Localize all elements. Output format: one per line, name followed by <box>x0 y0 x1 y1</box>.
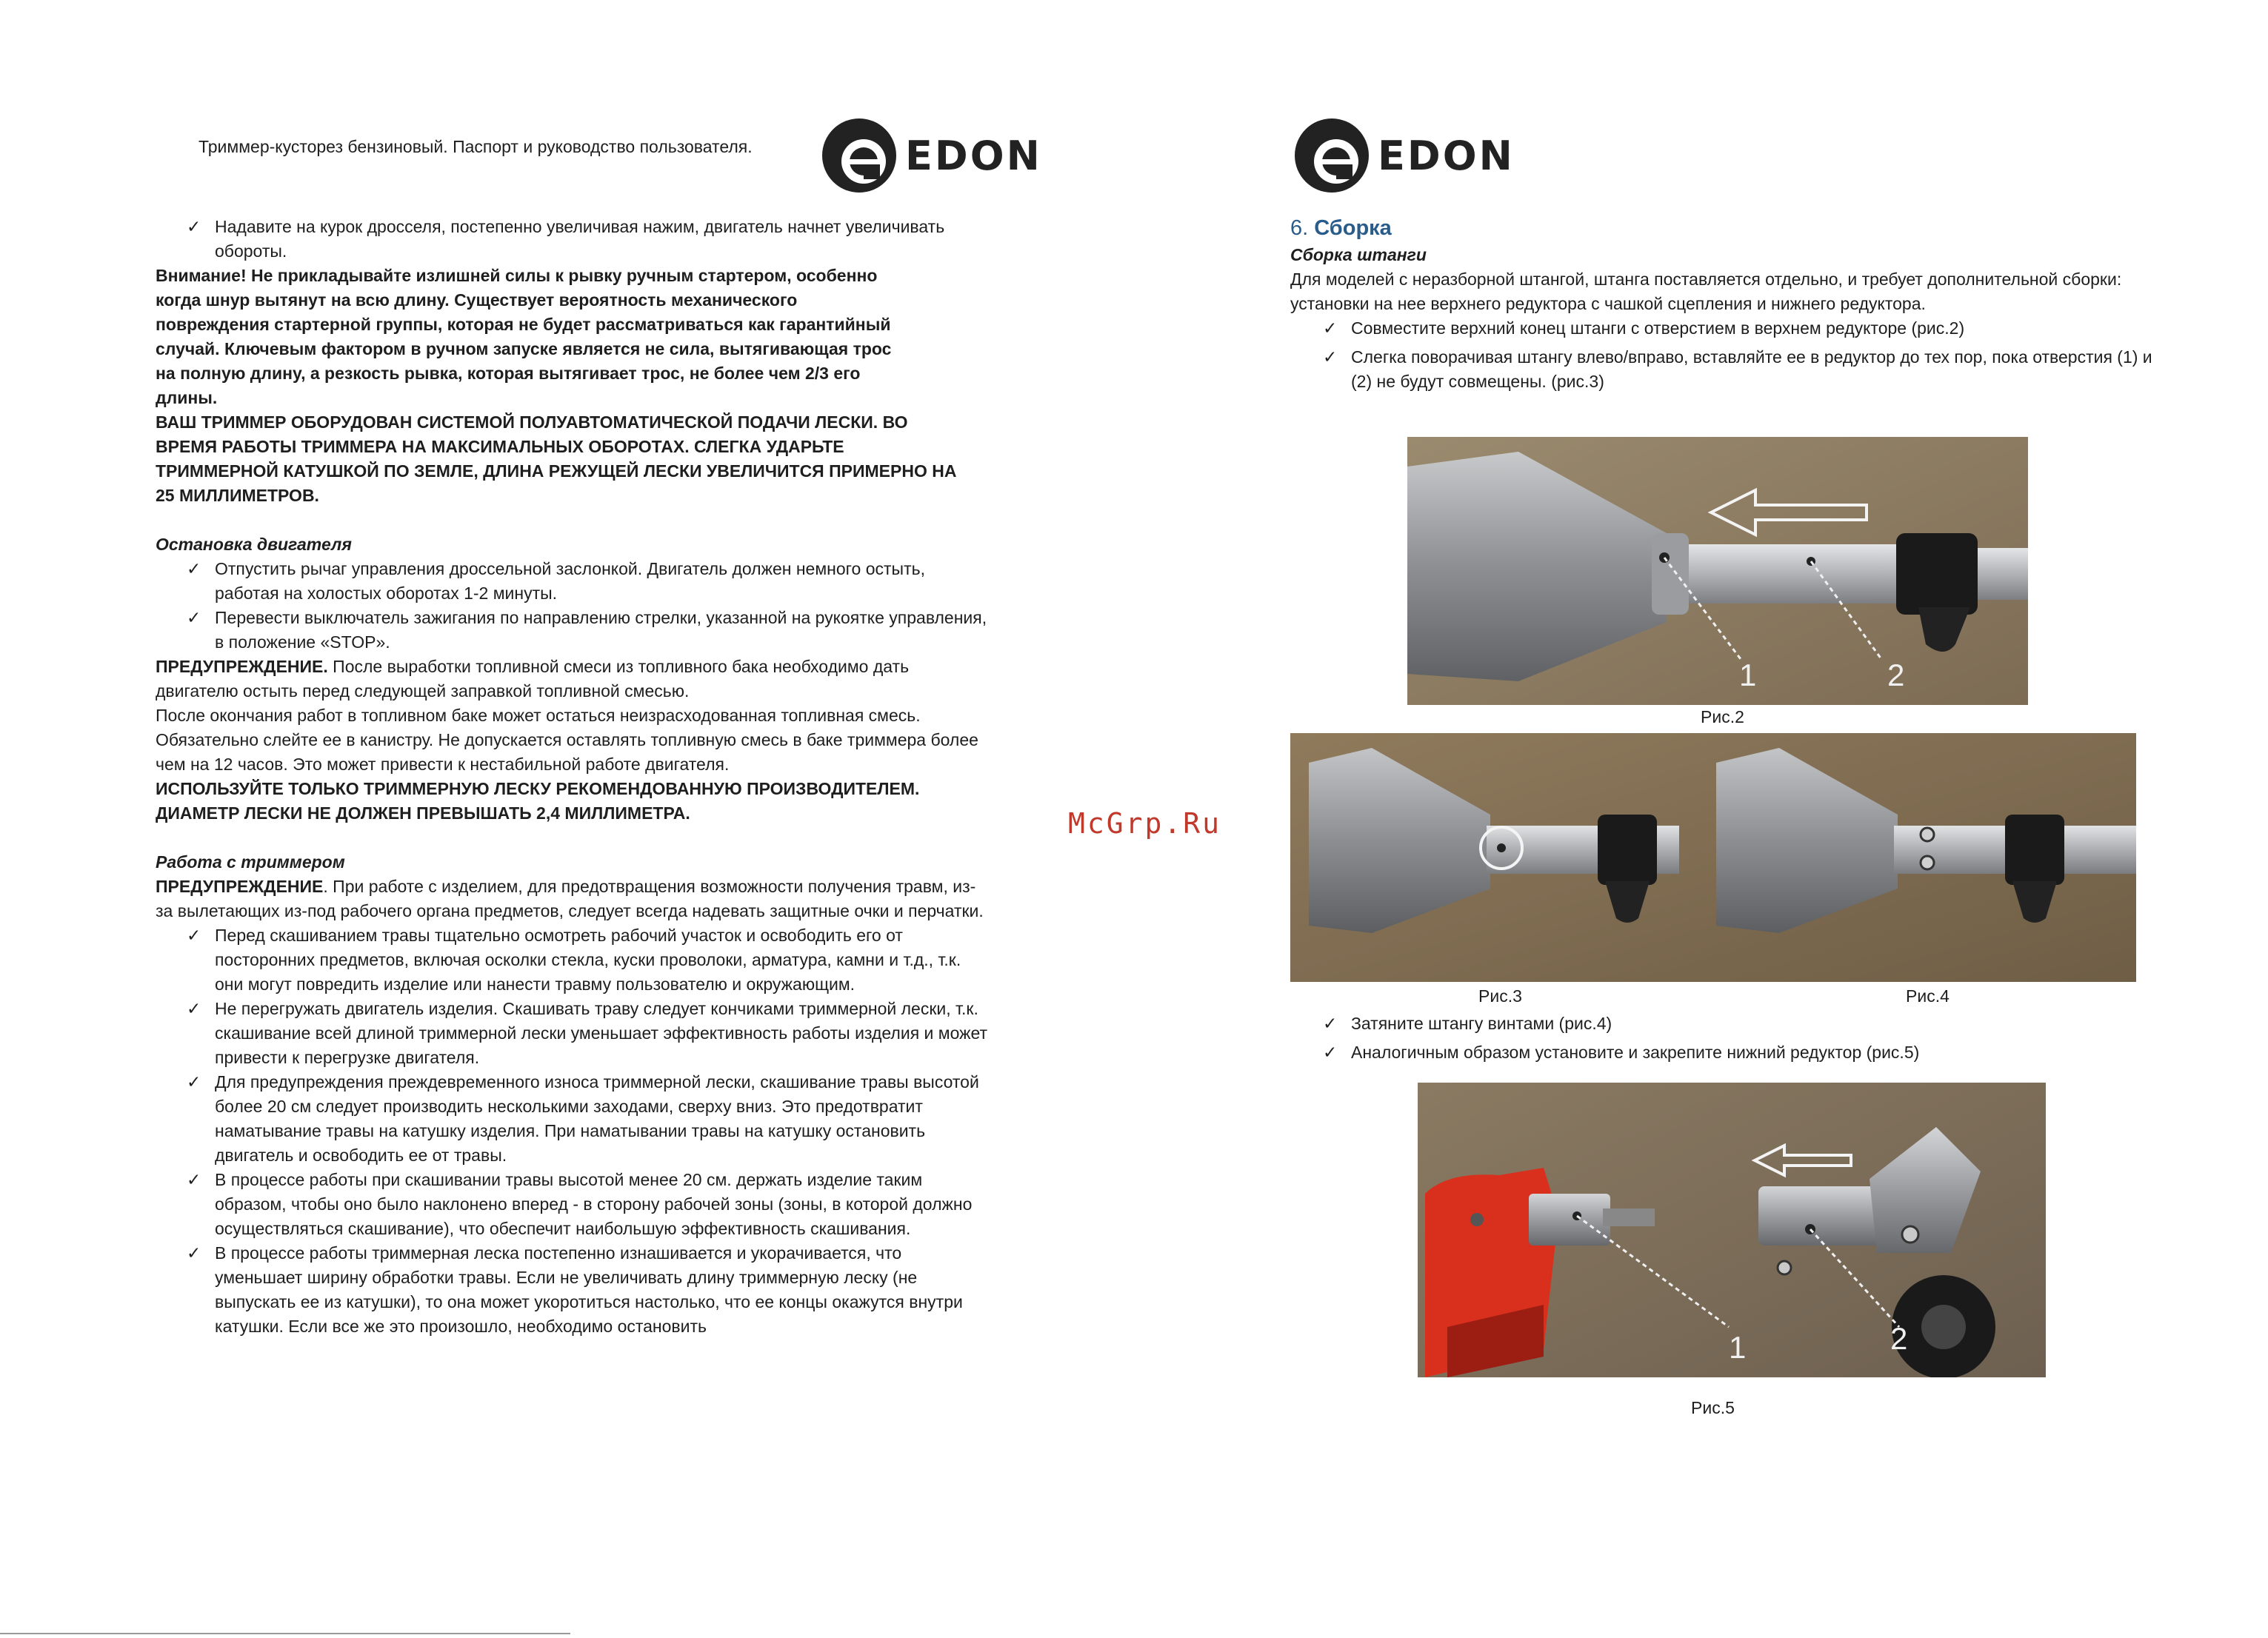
work-item-text: Для предупреждения преждевременного износа триммерной лески, скашивание травы высотой более 20 см следует производить несколькими заходами, сверху вниз. Это предотвратит наматывание травы на катушку изделия. При наматывании травы на катушку остановить двигатель и освободить ее от травы. <box>215 1072 979 1165</box>
work-item-text: Не перегружать двигатель изделия. Скашивать траву следует кончиками триммерной лески, т.к. скашивание всей длиной триммерной лески уменьшает эффективность работы изделия и может привести к перегрузке двигателя. <box>215 999 988 1067</box>
work-item-text: В процессе работы триммерная леска постепенно изнашивается и укорачивается, что уменьшает ширину обработки травы. Если не увеличивать длину триммерную леску (не выпускать ее из катушки), то она может укоротиться настолько, что ее концы окажутся внутри катушки. Если все же это произошло, необходимо остановить <box>215 1243 963 1336</box>
check-icon: ✓ <box>187 559 201 578</box>
work-heading: Работа с триммером <box>156 852 345 872</box>
fuel-text: После окончания работ в топливном баке может остаться неизрасходованная топливная смесь. Обязательно слейте ее в канистру. Не допускается оставлять топливную смесь в баке триммера более чем на 12 часов. Это может привести к нестабильной работе двигателя. <box>156 706 978 774</box>
check-icon: ✓ <box>1323 1043 1338 1062</box>
warning-label: ПРЕДУПРЕЖДЕНИЕ <box>156 877 324 896</box>
check-icon: ✓ <box>187 1243 201 1263</box>
safety-warning <box>156 875 990 923</box>
stop-item-text: Отпустить рычаг управления дроссельной заслонкой. Двигатель должен немного остыть, работая на холостых оборотах 1-2 минуты. <box>215 559 925 603</box>
assembly-step-text: Аналогичным образом установите и закрепите нижний редуктор (рис.5) <box>1351 1043 1920 1062</box>
list-item <box>187 923 990 997</box>
warning-label: ПРЕДУПРЕЖДЕНИЕ. <box>156 657 328 676</box>
list-item <box>187 606 990 655</box>
right-list-b <box>1290 1012 2164 1065</box>
check-icon: ✓ <box>187 926 201 945</box>
list-item <box>187 215 990 264</box>
check-icon: ✓ <box>1323 347 1338 367</box>
list-item <box>187 997 990 1070</box>
section-heading <box>1290 213 2164 243</box>
check-icon: ✓ <box>187 1170 201 1189</box>
edon-logo-word: EDON <box>905 132 1042 179</box>
list-item <box>1323 316 2164 341</box>
work-item-text: В процессе работы при скашивании травы высотой менее 20 см. держать изделие таким образом, чтобы оно было наклонено вперед - в сторону рабочей зоны (зоны, в которой должно осуществляться скашивание), что обеспечит наибольшую эффективность скашивания. <box>215 1170 973 1238</box>
figure-2-photo <box>1407 437 2028 705</box>
list-item <box>1323 345 2164 394</box>
figure-4-caption: Рис.4 <box>1906 986 1950 1006</box>
edon-logo-word: EDON <box>1378 132 1515 179</box>
header-subtitle: Триммер-кусторез бензиновый. Паспорт и руководство пользователя. <box>199 137 753 156</box>
list-item <box>187 1168 990 1241</box>
line-diameter-notice: ИСПОЛЬЗУЙТЕ ТОЛЬКО ТРИММЕРНУЮ ЛЕСКУ РЕКОМЕНДОВАННУЮ ПРОИЗВОДИТЕЛЕМ. ДИАМЕТР ЛЕСКИ НЕ ДОЛЖЕН ПРЕВЫШАТЬ 2,4 МИЛЛИМЕТРА. <box>156 779 920 823</box>
callout-2: 2 <box>1887 658 1905 692</box>
starter-warning: Внимание! Не прикладывайте излишней силы к рывку ручным стартером, особенно когда шнур вытянут на всю длину. Существует вероятность механического повреждения стартерной группы, которая не будет рассматриваться как гарантийный случай. Ключевым фактором в ручном запуске является не сила, вытягивающая трос на полную длину, а резкость рывка, которая вытягивает трос, не более чем 2/3 его длины. <box>156 266 892 407</box>
sub-heading: Сборка штанги <box>1290 245 1427 264</box>
assembly-step-text: Слегка поворачивая штангу влево/вправо, вставляйте ее в редуктор до тех пор, пока отверстия (1) и (2) не будут совмещены. (рис.3) <box>1351 347 2152 391</box>
callout-1: 1 <box>1729 1330 1747 1365</box>
check-icon: ✓ <box>187 999 201 1018</box>
fuel-warning <box>156 655 990 703</box>
assembly-step-text: Затяните штангу винтами (рис.4) <box>1351 1014 1612 1033</box>
figure-5-photo <box>1418 1083 2046 1377</box>
callout-2: 2 <box>1890 1321 1908 1356</box>
list-item <box>1323 1012 2164 1036</box>
list-item <box>1323 1040 2164 1065</box>
check-icon: ✓ <box>1323 1014 1338 1033</box>
bottom-rule <box>0 1633 570 1634</box>
watermark: McGrp.Ru <box>1068 807 1222 840</box>
warning-text: . При работе с изделием, для предотвращения возможности получения травм, из-за вылетающих из-под рабочего органа предметов, следует всегда надевать защитные очки и перчатки. <box>156 877 984 920</box>
section-number: 6. <box>1290 216 1309 240</box>
stop-item-text: Перевести выключатель зажигания по направлению стрелки, указанной на рукоятке управления, в положение «STOP». <box>215 608 987 652</box>
edon-logo-icon <box>1293 117 1370 194</box>
figure-2-caption: Рис.2 <box>1701 707 1744 726</box>
check-icon: ✓ <box>187 608 201 627</box>
intro-text: Для моделей с неразборной штангой, штанга поставляется отдельно, и требует дополнительной сборки: установки на нее верхнего редуктора с чашкой сцепления и нижнего редуктора. <box>1290 270 2122 313</box>
edon-logo-icon <box>821 117 898 194</box>
figure-3-caption: Рис.3 <box>1478 986 1522 1006</box>
edon-logo <box>821 117 1042 194</box>
section-title: Сборка <box>1314 216 1392 240</box>
figure-5-caption: Рис.5 <box>1691 1398 1735 1417</box>
check-icon: ✓ <box>187 1072 201 1092</box>
left-column <box>156 215 990 1339</box>
edon-logo-right <box>1293 117 1515 194</box>
list-item <box>187 1241 990 1339</box>
list-item <box>187 1070 990 1168</box>
figure-3-4-photo <box>1290 733 2136 982</box>
assembly-step-text: Совместите верхний конец штанги с отверстием в верхнем редукторе (рис.2) <box>1351 318 1965 338</box>
line-feed-notice: ВАШ ТРИММЕР ОБОРУДОВАН СИСТЕМОЙ ПОЛУАВТОМАТИЧЕСКОЙ ПОДАЧИ ЛЕСКИ. ВО ВРЕМЯ РАБОТЫ ТРИММЕРА НА МАКСИМАЛЬНЫХ ОБОРОТАХ. СЛЕГКА УДАРЬТЕ ТРИММЕРНОЙ КАТУШКОЙ ПО ЗЕМЛЕ, ДЛИНА РЕЖУЩЕЙ ЛЕСКИ УВЕЛИЧИТСЯ ПРИМЕРНО НА 25 МИЛЛИМЕТРОВ. <box>156 412 957 505</box>
warning-text: После выработки топливной смеси из топливного бака необходимо дать двигателю остыть перед следующей заправкой топливной смесью. <box>156 657 910 701</box>
throttle-text: Надавите на курок дросселя, постепенно увеличивая нажим, двигатель начнет увеличивать обороты. <box>215 217 945 261</box>
check-icon: ✓ <box>187 217 201 236</box>
list-item <box>187 557 990 606</box>
callout-1: 1 <box>1739 658 1757 692</box>
stop-heading: Остановка двигателя <box>156 535 352 554</box>
work-item-text: Перед скашиванием травы тщательно осмотреть рабочий участок и освободить его от посторонних предметов, включая осколки стекла, куски проволоки, арматура, камни и т.д., т.к. они могут повредить изделие или нанести травму пользователю и окружающим. <box>215 926 961 994</box>
check-icon: ✓ <box>1323 318 1338 338</box>
right-column <box>1290 213 2164 394</box>
